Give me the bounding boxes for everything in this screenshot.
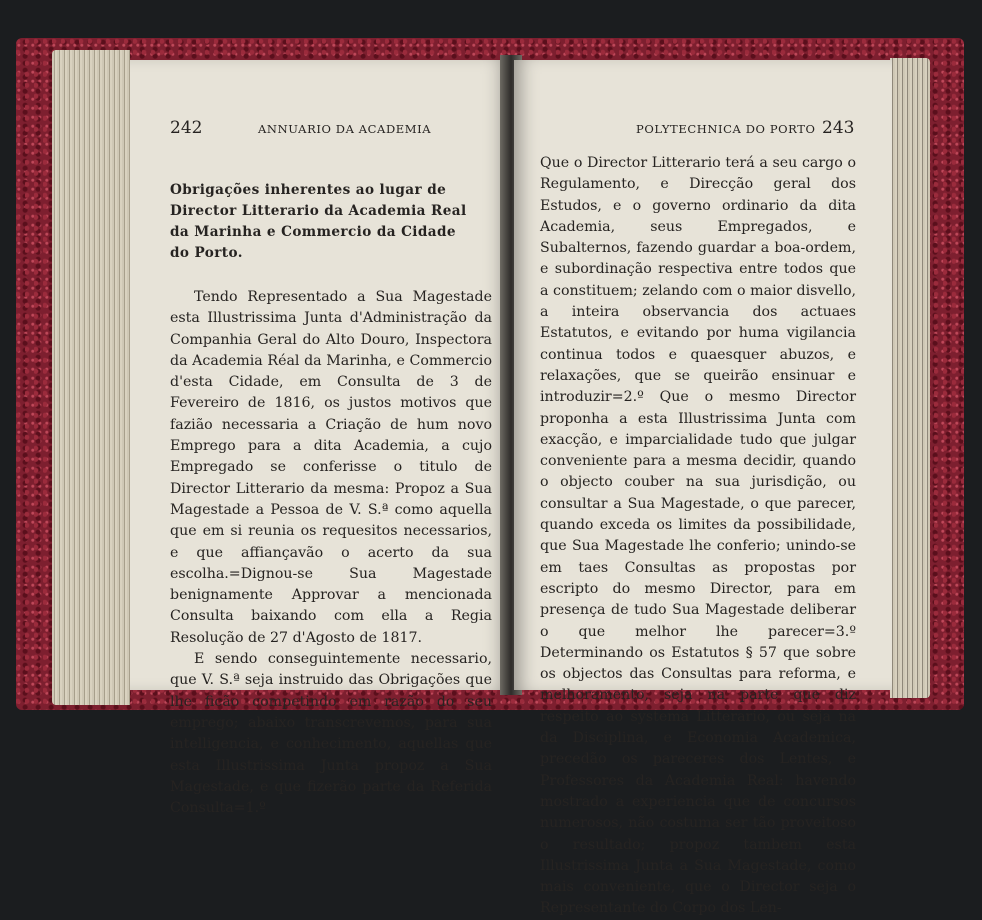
running-head: ANNUARIO DA ACADEMIA [258,122,432,136]
paragraph: E sendo conseguintemente necessario, que V. S.ª seja instruido das Obrigações que lhe ficão competindo em razão do seu emprego; abaixo transcrevemos, para sua intelligencia, e conhecimento, aquellas que esta Illustrissima Junta propoz a Sua Magestade, e que fizerão parte da Referida Consulta=1.º [170,651,492,817]
page-edges-left [52,50,130,705]
right-page [514,60,892,917]
running-head: POLYTECHNICA DO PORTO [636,122,816,136]
paragraph: Que o Director Litterario terá a seu cargo o Regulamento, e Direcção geral dos Estudos, e o governo ordinario da dita Academia, seus Empregados, e Subalternos, fazendo guardar a boa-ordem, e subordinação respectiva entre todos que a constituem; zelando com o maior disvello, a inteira observancia dos actuaes Estatutos, e evitando por huma vigilancia continua todos e quaesquer abuzos, e relaxações, que se queirão ensinuar e introduzir=2.º Que o mesmo Director proponha a esta Illustrissima Junta com exacção, e imparcialidade tudo que julgar conveniente para a mesma decidir, quando o objecto couber na sua jurisdição, ou consultar a Sua Magestade, o que parecer, quando exceda os limites da possibilidade, que Sua Magestade lhe conferio; unindo-se em taes Consultas as propostas por escripto do mesmo Director, para em presença de tudo Sua Magestade deliberar o que melhor lhe parecer=3.º Determinando os Estatutos § 57 que sobre os objectos das Consultas para reforma, e melhoramento, seja na parte que diz respeito ao systema Litterario, ou seja na da Disciplina, e Economia Academica, precedão os pareceres dos Lentes, e Professores da Academia Real: havendo mostrado a experiencia que de concursos numerosos, não costuma ser tão proveitoso o resultado; propoz tambem esta Illustrissima Junta a Sua Magestade, como mais conveniente, que o Director seja o Representante do Corpo dos Len- [540,155,856,917]
left-body-text [170,287,492,819]
right-body-text [540,153,856,920]
paragraph: Tendo Representado a Sua Magestade esta Illustrissima Junta d'Administração da Companhia Geral do Alto Douro, Inspectora da Academia Réal da Marinha, e Commercio d'esta Cidade, em Consulta de 3 de Fevereiro de 1816, os justos motivos que fazião necessaria a Criação de hum novo Emprego para a dita Academia, a cujo Empregado se conferisse o titulo de Director Litterario da mesma: Propoz a Sua Magestade a Pessoa de V. S.ª como aquella que em si reunia os requesitos necessarios, e que affiançavão o acerto da sua escolha.=Dignou-se Sua Magestade benignamente Approvar a mencionada Consulta baixando com ella a Regia Resolução de 27 d'Agosto de 1817. [170,289,492,646]
page-number: 243 [822,118,855,138]
page-edges-right [890,58,930,698]
left-page [130,60,508,817]
page-number: 242 [170,118,203,138]
section-heading: Obrigações inherentes ao lugar de Director Litterario da Academia Real da Marinha e Commercio da Cidade do Porto. [170,182,467,261]
